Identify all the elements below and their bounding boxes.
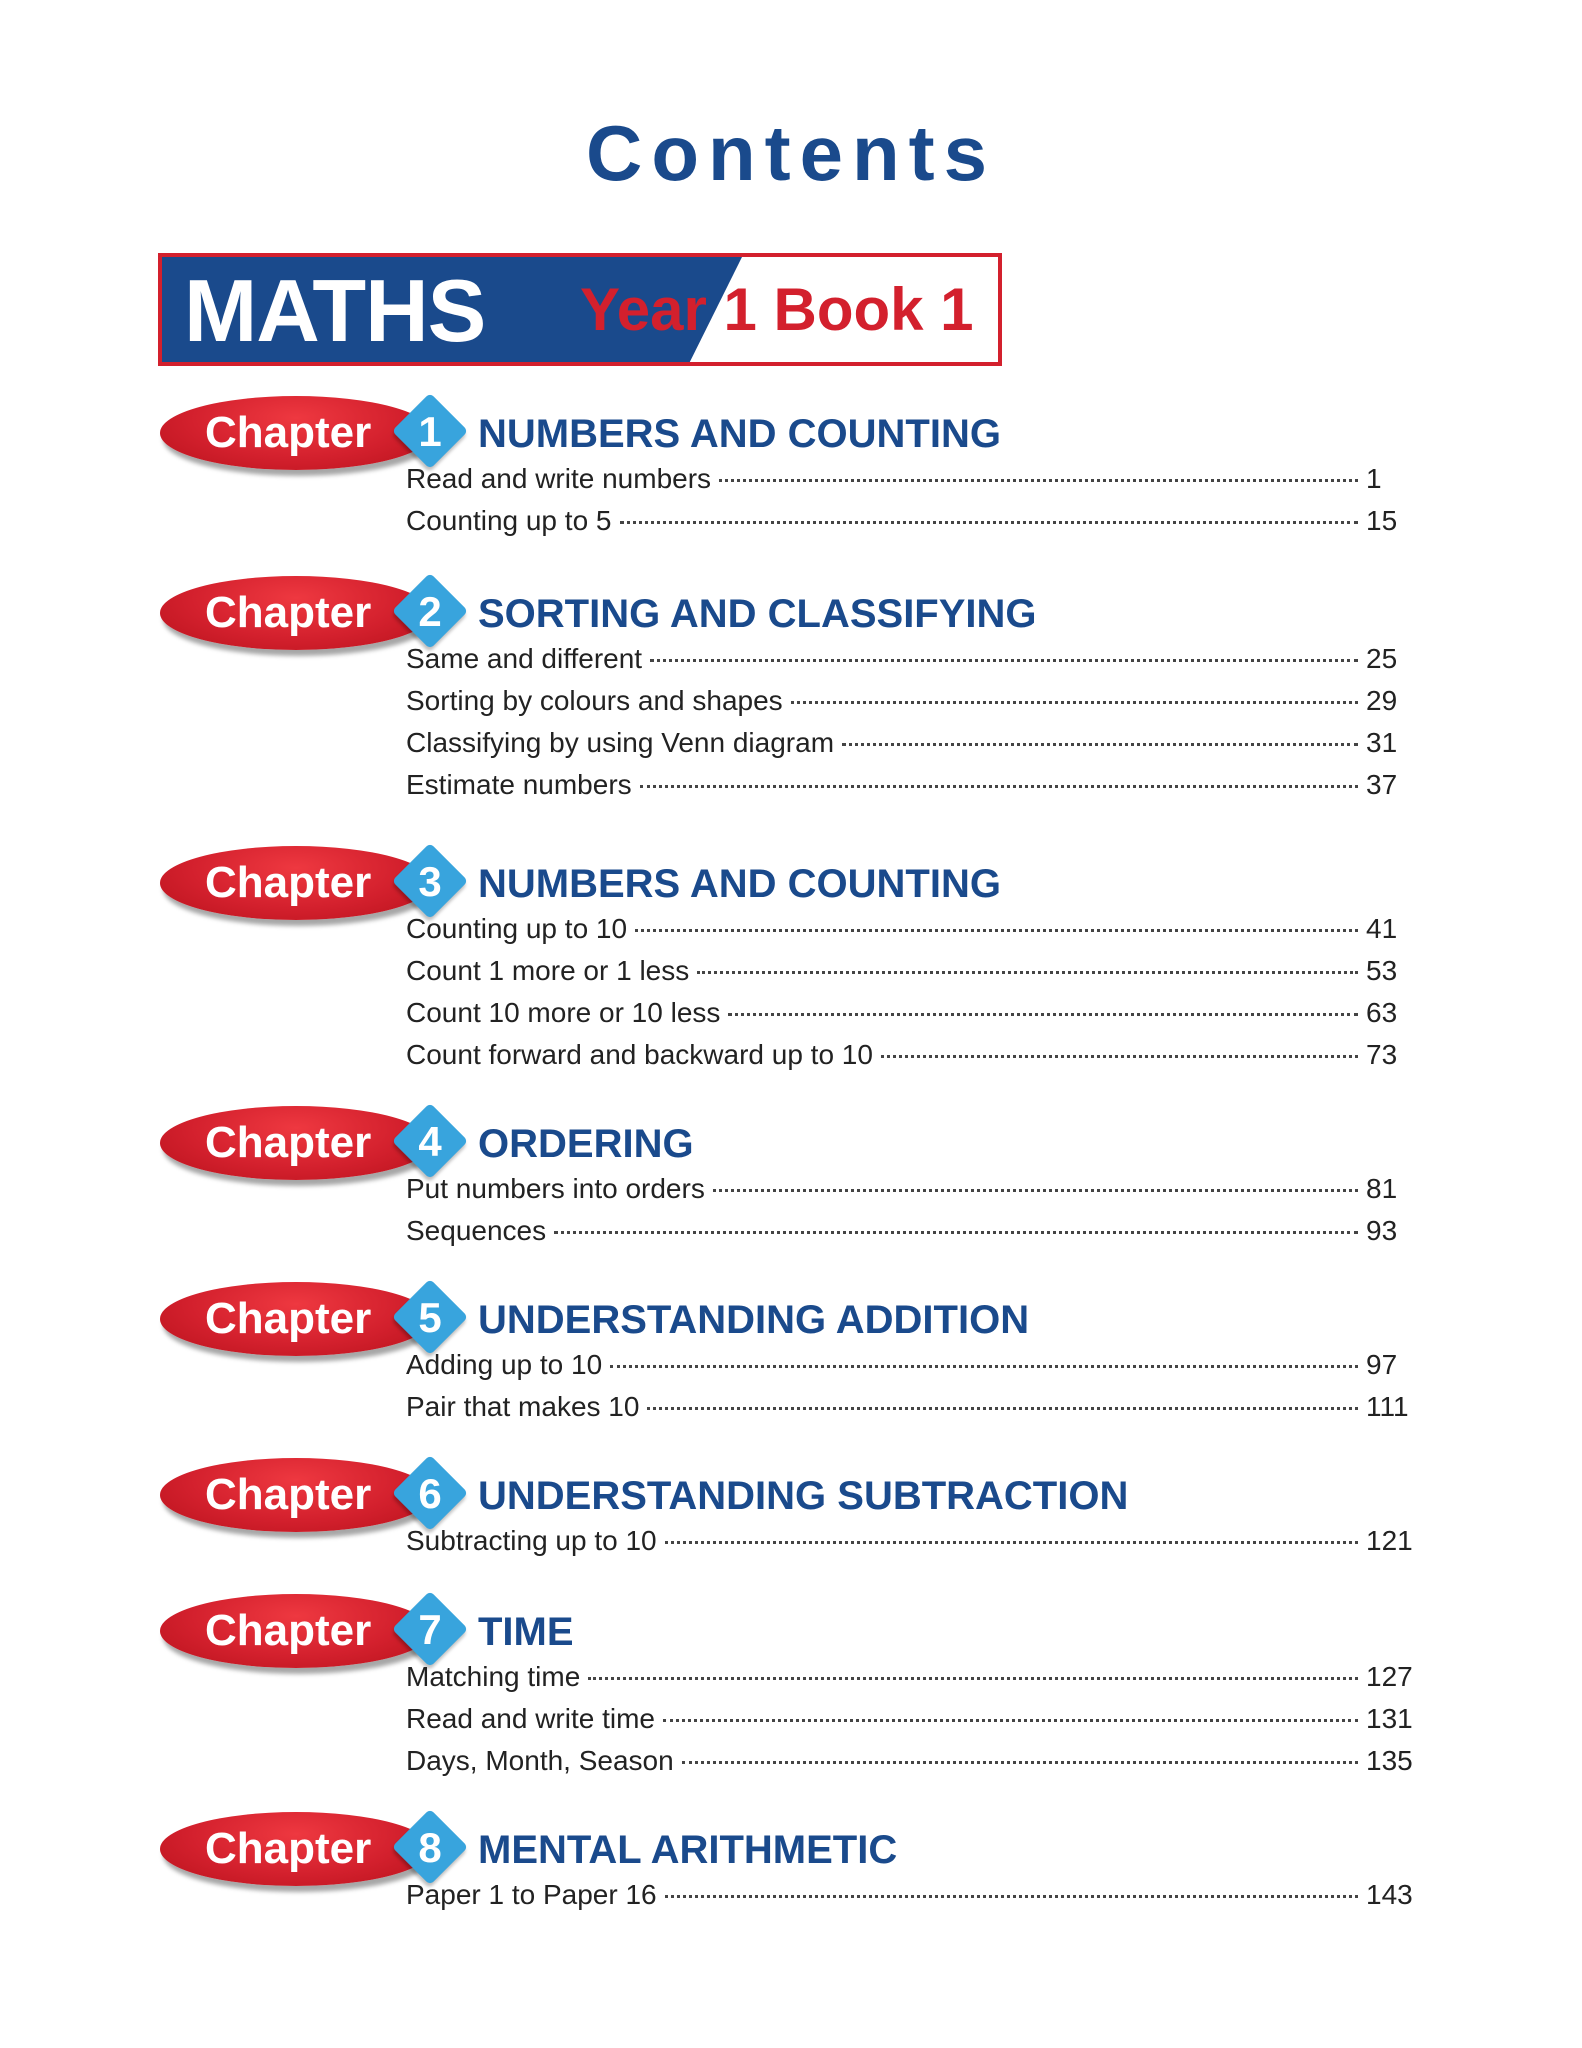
- page-title: Contents: [586, 109, 996, 197]
- chapter-label: Chapter: [205, 858, 372, 907]
- toc-entry-label: Days, Month, Season: [406, 1745, 674, 1776]
- chapter-number: 4: [418, 1118, 442, 1165]
- dot-leader: [682, 1760, 1358, 1764]
- chapter-label: Chapter: [205, 408, 372, 457]
- chapter-4: [0, 1106, 1582, 1246]
- chapter-1: [0, 396, 1582, 536]
- dot-leader: [620, 520, 1359, 524]
- toc-entry-page: 127: [1366, 1661, 1413, 1692]
- chapter-title: MENTAL ARITHMETIC: [478, 1828, 898, 1872]
- toc-entry-page: 81: [1366, 1173, 1398, 1204]
- chapter-label: Chapter: [205, 1470, 372, 1519]
- toc-entry-label: Classifying by using Venn diagram: [406, 727, 835, 758]
- toc-entry: [406, 764, 1414, 806]
- chapter-title: UNDERSTANDING ADDITION: [478, 1298, 1030, 1342]
- toc-entry: [406, 1386, 1414, 1428]
- chapter-title: TIME: [478, 1610, 574, 1654]
- toc-entry: [406, 992, 1414, 1034]
- chapter-number: 7: [418, 1606, 442, 1653]
- toc-entry-page: 25: [1366, 643, 1398, 674]
- chapter-topics: [406, 1656, 1414, 1782]
- chapter-label: Chapter: [205, 588, 372, 637]
- toc-entry-label: Count forward and backward up to 10: [406, 1039, 873, 1070]
- dot-leader: [719, 478, 1358, 482]
- chapter-label: Chapter: [205, 1294, 372, 1343]
- chapter-topics: [406, 1520, 1414, 1562]
- toc-entry-label: Counting up to 10: [406, 913, 628, 944]
- chapter-title: SORTING AND CLASSIFYING: [478, 592, 1037, 636]
- toc-entry-label: Estimate numbers: [406, 769, 632, 800]
- toc-entry: [406, 950, 1414, 992]
- toc-entry-label: Sequences: [406, 1215, 547, 1246]
- chapter-5: [0, 1282, 1582, 1422]
- toc-entry-label: Count 10 more or 10 less: [406, 997, 721, 1028]
- dot-leader: [791, 700, 1358, 704]
- toc-entry: [406, 680, 1414, 722]
- toc-entry: [406, 1168, 1414, 1210]
- chapter-label: Chapter: [205, 1824, 372, 1873]
- toc-entry-page: 143: [1366, 1879, 1413, 1910]
- chapter-topics: [406, 1344, 1414, 1428]
- toc-entry-page: 53: [1366, 955, 1398, 986]
- toc-entry-page: 15: [1366, 505, 1398, 536]
- toc-entry-label: Read and write time: [406, 1703, 656, 1734]
- chapter-7: [0, 1594, 1582, 1776]
- toc-entry-label: Count 1 more or 1 less: [406, 955, 690, 986]
- chapter-label: Chapter: [205, 1118, 372, 1167]
- dot-leader: [647, 1406, 1358, 1410]
- banner-subject: MATHS: [184, 261, 486, 360]
- toc-entry: [406, 1874, 1414, 1916]
- dot-leader: [663, 1718, 1358, 1722]
- toc-entry: [406, 1520, 1414, 1562]
- toc-entry-label: Counting up to 5: [406, 505, 612, 536]
- chapter-title: NUMBERS AND COUNTING: [478, 862, 1001, 906]
- toc-entry: [406, 1740, 1414, 1782]
- toc-entry-label: Adding up to 10: [406, 1349, 603, 1380]
- chapter-title: UNDERSTANDING SUBTRACTION: [478, 1474, 1129, 1518]
- toc-entry-page: 41: [1366, 913, 1398, 944]
- toc-entry-label: Matching time: [406, 1661, 581, 1692]
- chapter-topics: [406, 908, 1414, 1076]
- toc-entry-page: 111: [1366, 1391, 1409, 1422]
- toc-entry-page: 97: [1366, 1349, 1398, 1380]
- subject-banner: [158, 253, 1002, 366]
- toc-entry: [406, 500, 1414, 542]
- toc-entry: [406, 1344, 1414, 1386]
- toc-entry-label: Put numbers into orders: [406, 1173, 705, 1204]
- dot-leader: [640, 784, 1358, 788]
- chapter-8: [0, 1812, 1582, 1910]
- chapter-topics: [406, 638, 1414, 806]
- toc-entry-page: 135: [1366, 1745, 1413, 1776]
- chapter-2: [0, 576, 1582, 800]
- chapter-number: 3: [418, 858, 442, 905]
- dot-leader: [665, 1894, 1358, 1898]
- chapter-title: NUMBERS AND COUNTING: [478, 412, 1001, 456]
- toc-entry: [406, 638, 1414, 680]
- toc-entry-label: Read and write numbers: [406, 463, 712, 494]
- toc-entry: [406, 1210, 1414, 1252]
- dot-leader: [635, 928, 1358, 932]
- toc-entry-page: 63: [1366, 997, 1398, 1028]
- toc-entry-page: 121: [1366, 1525, 1413, 1556]
- chapter-topics: [406, 1168, 1414, 1252]
- chapter-label: Chapter: [205, 1606, 372, 1655]
- chapter-title: ORDERING: [478, 1122, 694, 1166]
- dot-leader: [588, 1676, 1358, 1680]
- dot-leader: [728, 1012, 1358, 1016]
- dot-leader: [881, 1054, 1358, 1058]
- toc-entry-page: 29: [1366, 685, 1398, 716]
- toc-entry-page: 31: [1366, 727, 1398, 758]
- dot-leader: [650, 658, 1358, 662]
- dot-leader: [610, 1364, 1358, 1368]
- dot-leader: [697, 970, 1358, 974]
- toc-entry-page: 37: [1366, 769, 1398, 800]
- toc-entry-page: 93: [1366, 1215, 1398, 1246]
- chapter-topics: [406, 1874, 1414, 1916]
- chapter-number: 8: [418, 1824, 442, 1871]
- toc-entry-label: Pair that makes 10: [406, 1391, 640, 1422]
- chapter-topics: [406, 458, 1414, 542]
- chapter-number: 5: [418, 1294, 442, 1341]
- dot-leader: [665, 1540, 1358, 1544]
- toc-entry-label: Same and different: [406, 643, 643, 674]
- toc-entry-label: Paper 1 to Paper 16: [406, 1879, 657, 1910]
- toc-entry: [406, 1034, 1414, 1076]
- toc-entry-page: 73: [1366, 1039, 1398, 1070]
- chapter-3: [0, 846, 1582, 1070]
- toc-entry-label: Subtracting up to 10: [406, 1525, 657, 1556]
- toc-entry-page: 1: [1366, 463, 1382, 494]
- toc-entry: [406, 1698, 1414, 1740]
- chapter-6: [0, 1458, 1582, 1556]
- banner-book: Year 1 Book 1: [580, 276, 974, 343]
- toc-entry-page: 131: [1366, 1703, 1413, 1734]
- toc-entry: [406, 908, 1414, 950]
- toc-entry: [406, 458, 1414, 500]
- chapter-number: 1: [418, 408, 442, 455]
- dot-leader: [713, 1188, 1358, 1192]
- dot-leader: [554, 1230, 1358, 1234]
- dot-leader: [842, 742, 1358, 746]
- chapter-number: 6: [418, 1470, 442, 1517]
- toc-entry: [406, 1656, 1414, 1698]
- toc-entry: [406, 722, 1414, 764]
- toc-entry-label: Sorting by colours and shapes: [406, 685, 783, 716]
- chapter-number: 2: [418, 588, 442, 635]
